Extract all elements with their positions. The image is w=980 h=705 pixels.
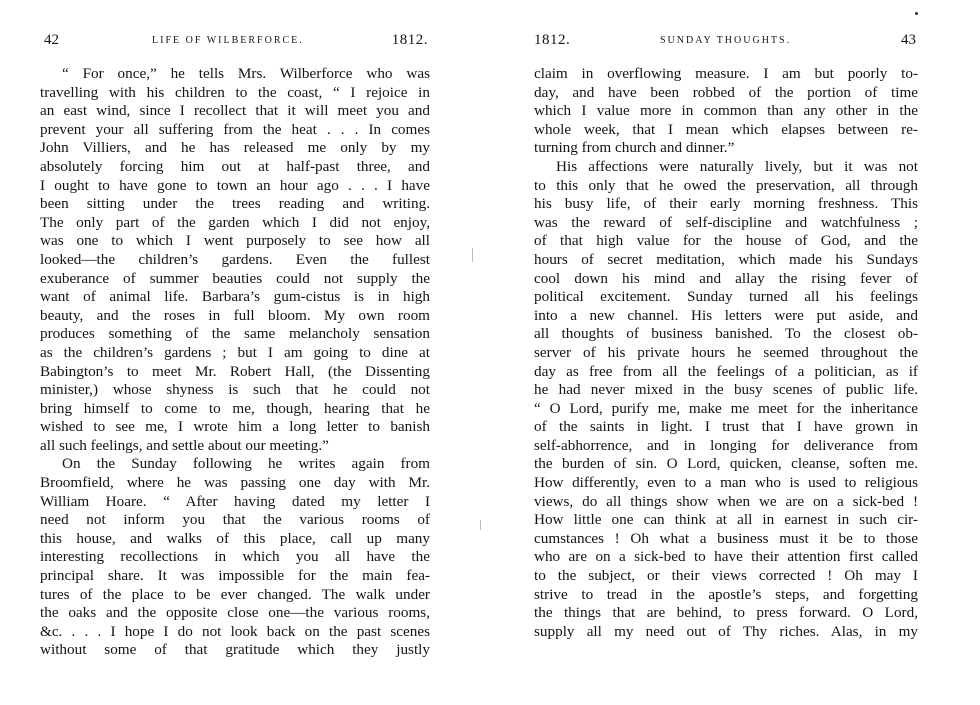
text-line: which I value more in common than any other in the	[534, 102, 918, 120]
right-running-head: SUNDAY THOUGHTS.	[660, 35, 792, 46]
text-line: as the children’s gardens ; but I am going to dine at	[40, 343, 430, 361]
text-line: minister,) whose shyness is such that he could not	[40, 381, 430, 399]
text-line: principal share. It was impossible for the main fea-	[40, 567, 430, 585]
text-line: “ For once,” he tells Mrs. Wilberforce who was	[62, 65, 430, 82]
text-line: self-abhorrence, and in longing for deliverance from	[534, 436, 918, 454]
text-line: cumstances ! Oh what a business must it be to those	[534, 529, 918, 547]
text-line: beauty, and the roses in full bloom. My own room	[40, 306, 430, 324]
text-line: need not inform you that the various rooms of	[40, 511, 430, 529]
text-line: an east wind, since I recollect that it will meet you and	[40, 102, 430, 120]
text-line: looked—the children’s gardens. Even the fullest	[40, 250, 430, 268]
left-page-header	[40, 32, 430, 52]
text-line: claim in overflowing measure. I am but poorly to-	[534, 65, 918, 82]
text-line: How little one can think at all in earnest in such cir-	[534, 511, 918, 529]
right-page-number: 43	[901, 32, 916, 48]
text-line: John Villiers, and he has released me only by my	[40, 139, 430, 157]
left-running-head: LIFE OF WILBERFORCE.	[152, 35, 304, 46]
text-line: I ought to have gone to town an hour ago . . . I have	[40, 176, 430, 194]
text-line: of the saints in light. I trust that I have grown in	[534, 418, 918, 436]
text-line: been sitting under the trees reading and writing.	[40, 195, 430, 213]
text-line: was the reward of self-discipline and watchfulness ;	[534, 213, 918, 231]
text-line: &c. . . . I hope I do not look back on the past scenes	[40, 622, 430, 640]
left-page	[40, 0, 430, 705]
text-line: the burden of sin. O Lord, quicken, cleanse, soften me.	[534, 455, 918, 473]
left-page-text	[40, 65, 430, 660]
left-year: 1812.	[391, 32, 428, 48]
text-line: hours of secret meditation, which made his Sundays	[534, 250, 918, 268]
text-line: to this only that he owed the preservation, all through	[534, 176, 918, 194]
text-line: he had never mixed in the busy scenes of public life.	[534, 381, 918, 399]
text-line: whole week, that I mean which elapses between re-	[534, 120, 918, 138]
right-year: 1812.	[534, 32, 571, 48]
text-line: day, and have been robbed of the portion of time	[534, 83, 918, 101]
text-line: absolutely forcing him out at half-past three, and	[40, 157, 430, 175]
right-page	[534, 0, 918, 705]
text-line: prevent your all suffering from the heat . . . In comes	[40, 120, 430, 138]
text-line: all thoughts of business banished. To the closest ob-	[534, 325, 918, 343]
text-line: want of animal life. Barbara’s gum-cistus is in high	[40, 288, 430, 306]
text-line: travelling with his children to the coast, “ I rejoice in	[40, 83, 430, 101]
text-line: turning from church and dinner.”	[534, 139, 735, 157]
text-line: into a new channel. His letters were put aside, and	[534, 306, 918, 324]
text-line: bring himself to come to me, though, hearing that he	[40, 399, 430, 417]
gutter-mark	[472, 248, 473, 262]
text-line: interesting recollections in which you all have the	[40, 548, 430, 566]
text-line: who are on a sick-bed to have their attention first called	[534, 548, 918, 566]
text-line: How differently, even to a man who is used to religious	[534, 474, 918, 492]
text-line: server of his private hours he seemed throughout the	[534, 343, 918, 361]
gutter-mark	[480, 520, 481, 530]
text-line: the things that are behind, to press forward. O Lord,	[534, 604, 918, 622]
text-line: day as free from all the feelings of a politician, as if	[534, 362, 918, 380]
left-page-number: 42	[44, 32, 59, 48]
text-line: his busy life, of their early morning freshness. This	[534, 195, 918, 213]
right-page-header	[534, 32, 918, 52]
text-line: the oaks and the opposite close one—the various rooms,	[40, 604, 430, 622]
text-line: political excitement. Sunday turned all his feelings	[534, 288, 918, 306]
text-line: “ O Lord, purify me, make me meet for the inheritance	[534, 399, 918, 417]
text-line: The only part of the garden which I did not enjoy,	[40, 213, 430, 231]
text-line: cool down his mind and allay the rising fever of	[534, 269, 918, 287]
text-line: tures of the place to be ever changed. The walk under	[40, 585, 430, 603]
text-line: this house, and walks of this place, call up many	[40, 529, 430, 547]
text-line: supply all my need out of Thy riches. Alas, in my	[534, 622, 918, 640]
text-line: William Hoare. “ After having dated my letter I	[40, 492, 430, 510]
text-line: of that high value for the house of God, and the	[534, 232, 918, 250]
text-line: His affections were naturally lively, but it was not	[556, 157, 918, 175]
text-line: all such feelings, and settle about our meeting.”	[40, 436, 329, 454]
text-line: Broomfield, where he was passing one day with Mr.	[40, 474, 430, 492]
text-line: produces something of the same melancholy sensation	[40, 325, 430, 343]
text-line: without some of that gratitude which they justly	[40, 641, 430, 659]
text-line: was one to which I went purposely to see how all	[40, 232, 430, 250]
right-page-text	[534, 65, 918, 641]
text-line: views, do all things show when we are on a sick-bed !	[534, 492, 918, 510]
text-line: On the Sunday following he writes again from	[62, 455, 430, 473]
text-line: Babington’s to meet Mr. Robert Hall, (the Dissenting	[40, 362, 430, 380]
text-line: strive to tread in the apostle’s steps, and forgetting	[534, 585, 918, 603]
text-line: to the subject, or their views corrected ! Oh may I	[534, 567, 918, 585]
text-line: wished to see me, I wrote him a long letter to banish	[40, 418, 430, 436]
text-line: exuberance of summer beauties could not supply the	[40, 269, 430, 287]
